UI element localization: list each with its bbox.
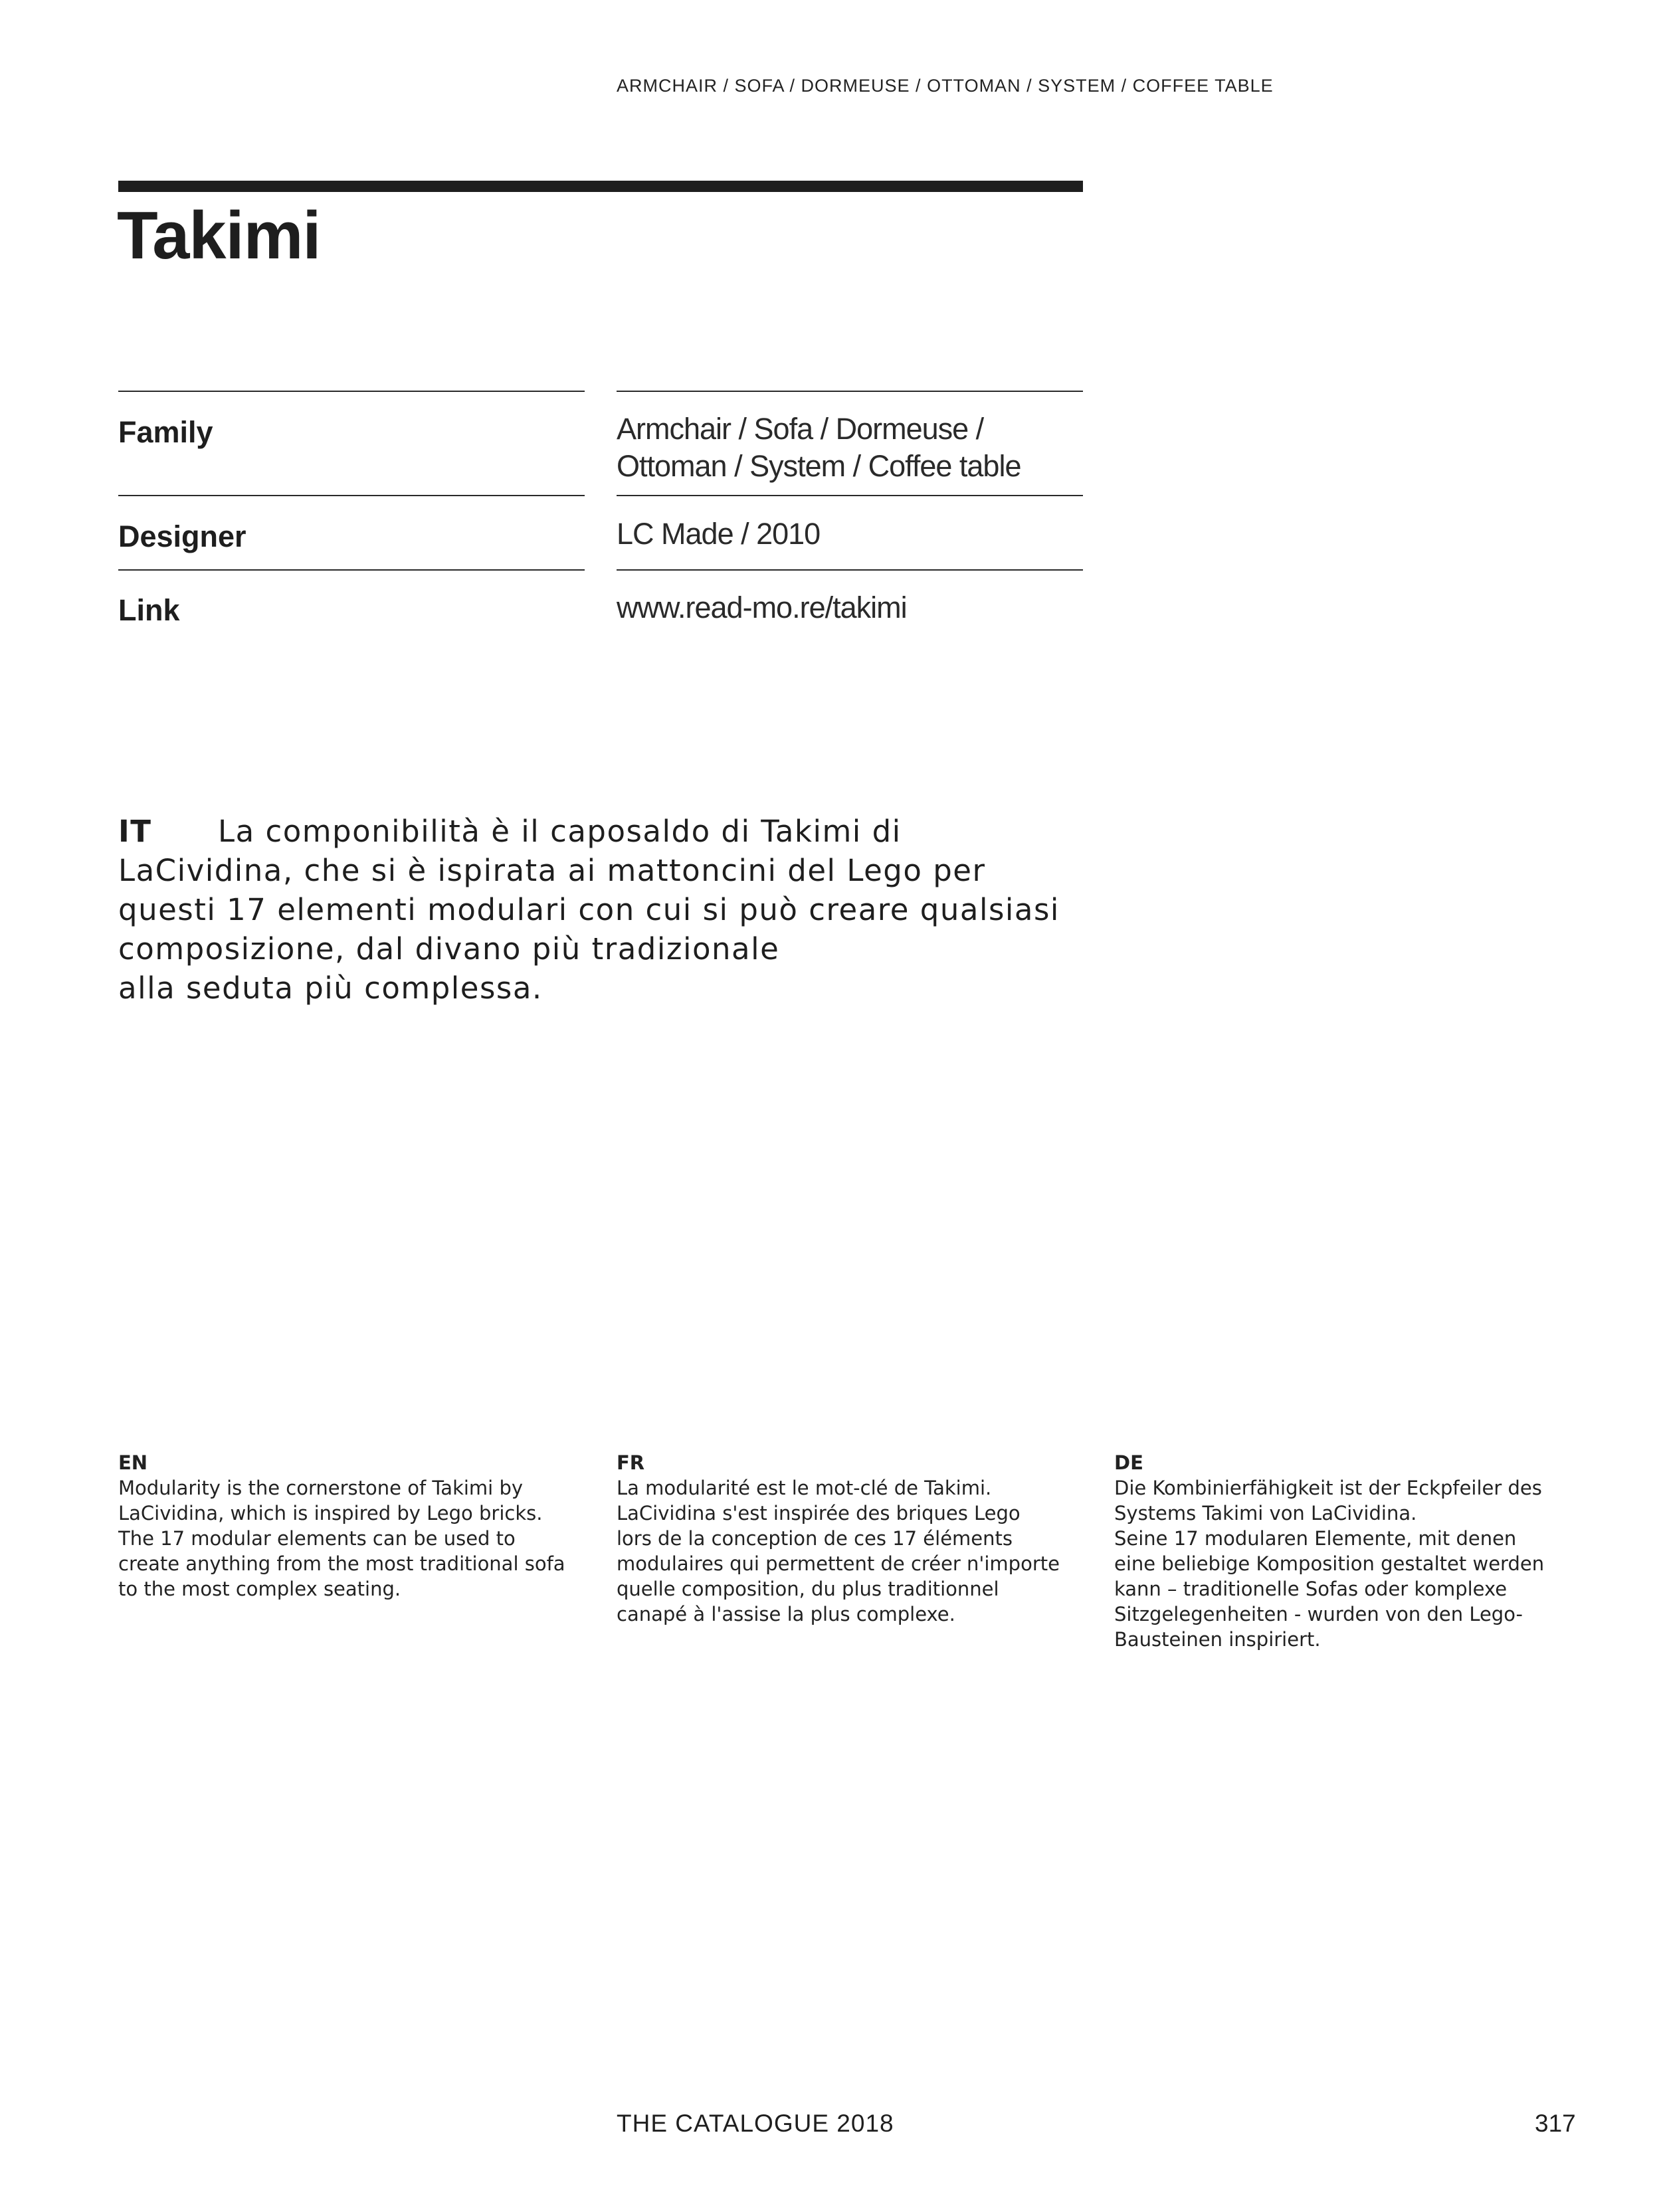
- link-value[interactable]: www.read-mo.re/takimi: [617, 591, 907, 624]
- description-line: eine beliebige Komposition gestaltet werden: [1114, 1552, 1545, 1575]
- designer-value: LC Made / 2010: [617, 517, 821, 551]
- description-line: La modularité est le mot-clé de Takimi.: [617, 1477, 992, 1499]
- link-label: Link: [118, 593, 180, 627]
- description-line: Systems Takimi von LaCividina.: [1114, 1502, 1417, 1524]
- description-line: LaCividina, which is inspired by Lego bricks.: [118, 1502, 543, 1524]
- family-value: [617, 411, 1021, 485]
- language-code-de: DE: [1114, 1451, 1143, 1474]
- description-line: to the most complex seating.: [118, 1578, 401, 1600]
- description-line: LaCividina s'est inspirée des briques Lego: [617, 1502, 1021, 1524]
- spec-divider: [617, 391, 1083, 392]
- description-line: La componibilità è il caposaldo di Takimi di: [218, 814, 902, 849]
- spec-divider: [118, 391, 585, 392]
- title-rule: [118, 181, 1083, 192]
- description-line: alla seduta più complessa.: [118, 970, 543, 1006]
- spec-divider: [617, 495, 1083, 496]
- family-label: Family: [118, 415, 213, 449]
- description-line: Seine 17 modularen Elemente, mit denen: [1114, 1527, 1517, 1550]
- description-line: questi 17 elementi modulari con cui si può creare qualsiasi: [118, 892, 1060, 927]
- page-number: 317: [1535, 2110, 1576, 2137]
- footer-catalogue: THE CATALOGUE 2018: [617, 2110, 894, 2137]
- designer-label: Designer: [118, 519, 246, 553]
- description-line: kann – traditionelle Sofas oder komplexe: [1114, 1578, 1508, 1600]
- spec-divider: [118, 495, 585, 496]
- description-line: canapé à l'assise la plus complexe.: [617, 1603, 955, 1625]
- description-line: Sitzgelegenheiten - wurden von den Lego-: [1114, 1603, 1523, 1625]
- description-line: composizione, dal divano più tradizionale: [118, 931, 780, 967]
- language-code-fr: FR: [617, 1451, 645, 1474]
- description-line: Bausteinen inspiriert.: [1114, 1628, 1321, 1651]
- german-description: [1114, 1450, 1579, 1652]
- page-title: Takimi: [117, 199, 321, 273]
- description-line: LaCividina, che si è ispirata ai mattoncini del Lego per: [118, 853, 986, 888]
- description-line: modulaires qui permettent de créer n'importe: [617, 1552, 1060, 1575]
- description-line: Die Kombinierfähigkeit ist der Eckpfeiler des: [1114, 1477, 1542, 1499]
- french-description: [617, 1450, 1082, 1627]
- spec-divider: [617, 569, 1083, 571]
- header-categories: ARMCHAIR / SOFA / DORMEUSE / OTTOMAN / SYSTEM / COFFEE TABLE: [617, 76, 1274, 96]
- italian-description: [118, 812, 1062, 1008]
- english-description: [118, 1450, 583, 1602]
- description-line: lors de la conception de ces 17 éléments: [617, 1527, 1013, 1550]
- description-line: The 17 modular elements can be used to: [118, 1527, 516, 1550]
- description-line: create anything from the most traditional sofa: [118, 1552, 565, 1575]
- family-value-line: Armchair / Sofa / Dormeuse /: [617, 412, 984, 446]
- language-code-en: EN: [118, 1451, 148, 1474]
- spec-divider: [118, 569, 585, 571]
- family-value-line: Ottoman / System / Coffee table: [617, 449, 1021, 483]
- description-line: quelle composition, du plus traditionnel: [617, 1578, 999, 1600]
- description-line: Modularity is the cornerstone of Takimi by: [118, 1477, 524, 1499]
- language-code-it: IT: [118, 814, 152, 849]
